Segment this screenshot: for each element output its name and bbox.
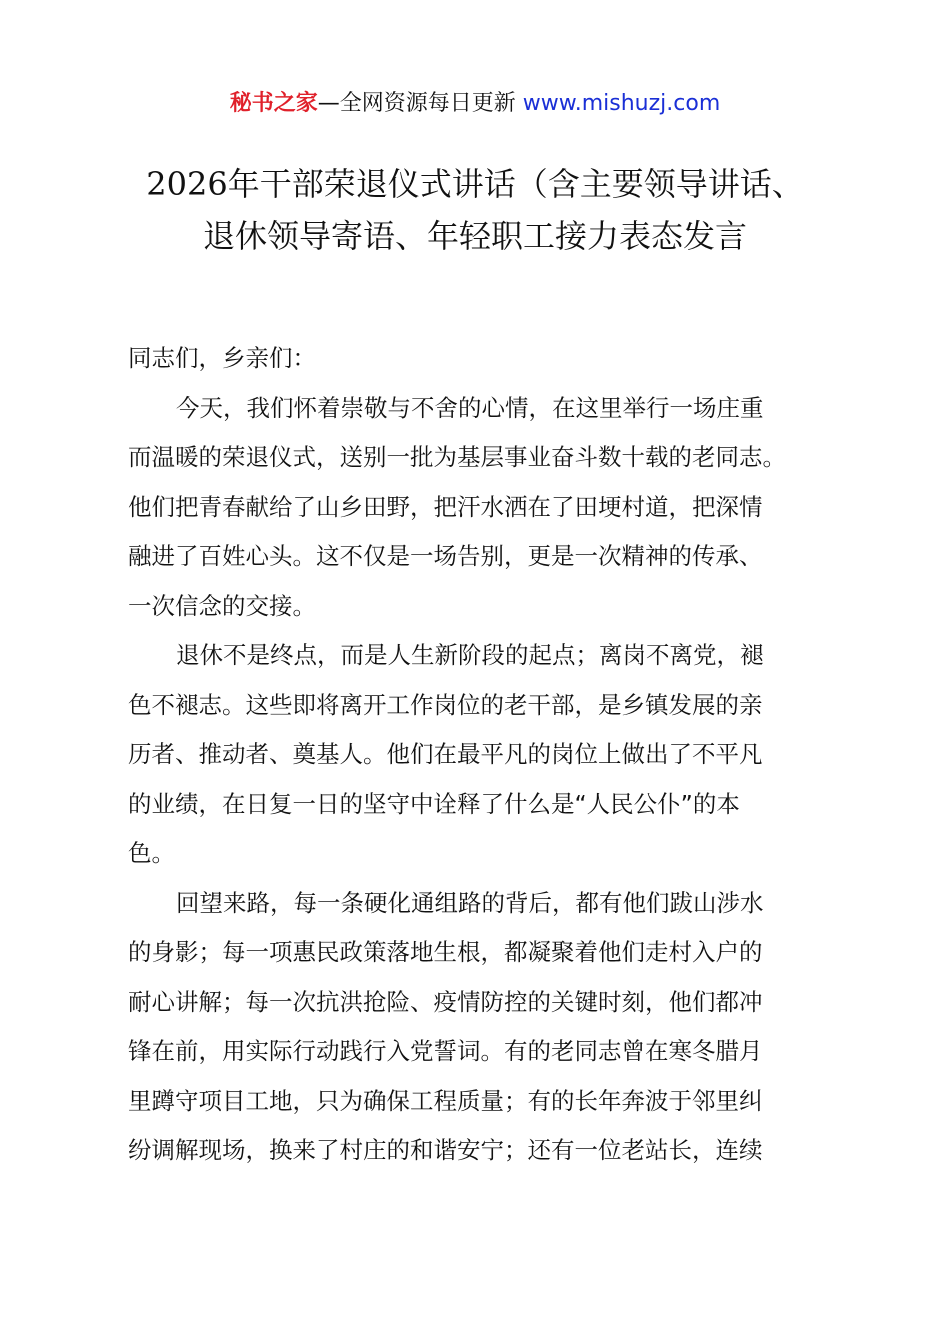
title-line-2: 退休领导寄语、年轻职工接力表态发言 [202, 217, 747, 255]
paragraph-3 [128, 879, 840, 1176]
document-body [128, 334, 840, 1176]
text-line: 今天，我们怀着崇敬与不舍的心情，在这里举行一场庄重 [176, 393, 764, 422]
text-line: 锋在前，用实际行动践行入党誓词。有的老同志曾在寒冬腊月 [128, 1037, 763, 1065]
text-line: 历者、推动者、奠基人。他们在最平凡的岗位上做出了不平凡 [128, 740, 763, 768]
text-line: 纷调解现场，换来了村庄的和谐安宁；还有一位老站长，连续 [128, 1136, 763, 1164]
brand-name: 秘书之家 [229, 91, 318, 116]
text-line: 的业绩，在日复一日的坚守中诠释了什么是“人民公仆”的本 [128, 789, 740, 818]
salutation: 同志们，乡亲们： [128, 344, 316, 372]
title-line-1: 2026年干部荣退仪式讲话（含主要领导讲话、 [146, 165, 804, 203]
text-line: 里蹲守项目工地，只为确保工程质量；有的长年奔波于邻里纠 [128, 1086, 763, 1115]
text-line: 色不褪志。这些即将离开工作岗位的老干部，是乡镇发展的亲 [128, 690, 763, 719]
paragraph-2 [128, 631, 840, 879]
text-line: 回望来路，每一条硬化通组路的背后，都有他们跋山涉水 [176, 888, 764, 917]
text-line: 一次信念的交接。 [128, 591, 316, 620]
header-tagline: —全网资源每日更新 [317, 91, 523, 116]
paragraph-1 [128, 384, 840, 632]
text-line: 耐心讲解；每一次抗洪抢险、疫情防控的关键时刻，他们都冲 [128, 987, 763, 1016]
site-url-link[interactable]: www.mishuzj.com [522, 91, 721, 116]
text-line: 退休不是终点，而是人生新阶段的起点；离岗不离党，褪 [176, 641, 764, 669]
text-line: 融进了百姓心头。这不仅是一场告别，更是一次精神的传承、 [128, 542, 763, 570]
site-header [0, 88, 950, 120]
document-title [60, 158, 890, 262]
text-line: 的身影；每一项惠民政策落地生根，都凝聚着他们走村入户的 [128, 938, 763, 966]
text-line: 他们把青春献给了山乡田野，把汗水洒在了田埂村道，把深情 [128, 492, 763, 521]
text-line: 色。 [128, 839, 175, 867]
text-line: 而温暖的荣退仪式，送别一批为基层事业奋斗数十载的老同志。 [128, 443, 786, 471]
